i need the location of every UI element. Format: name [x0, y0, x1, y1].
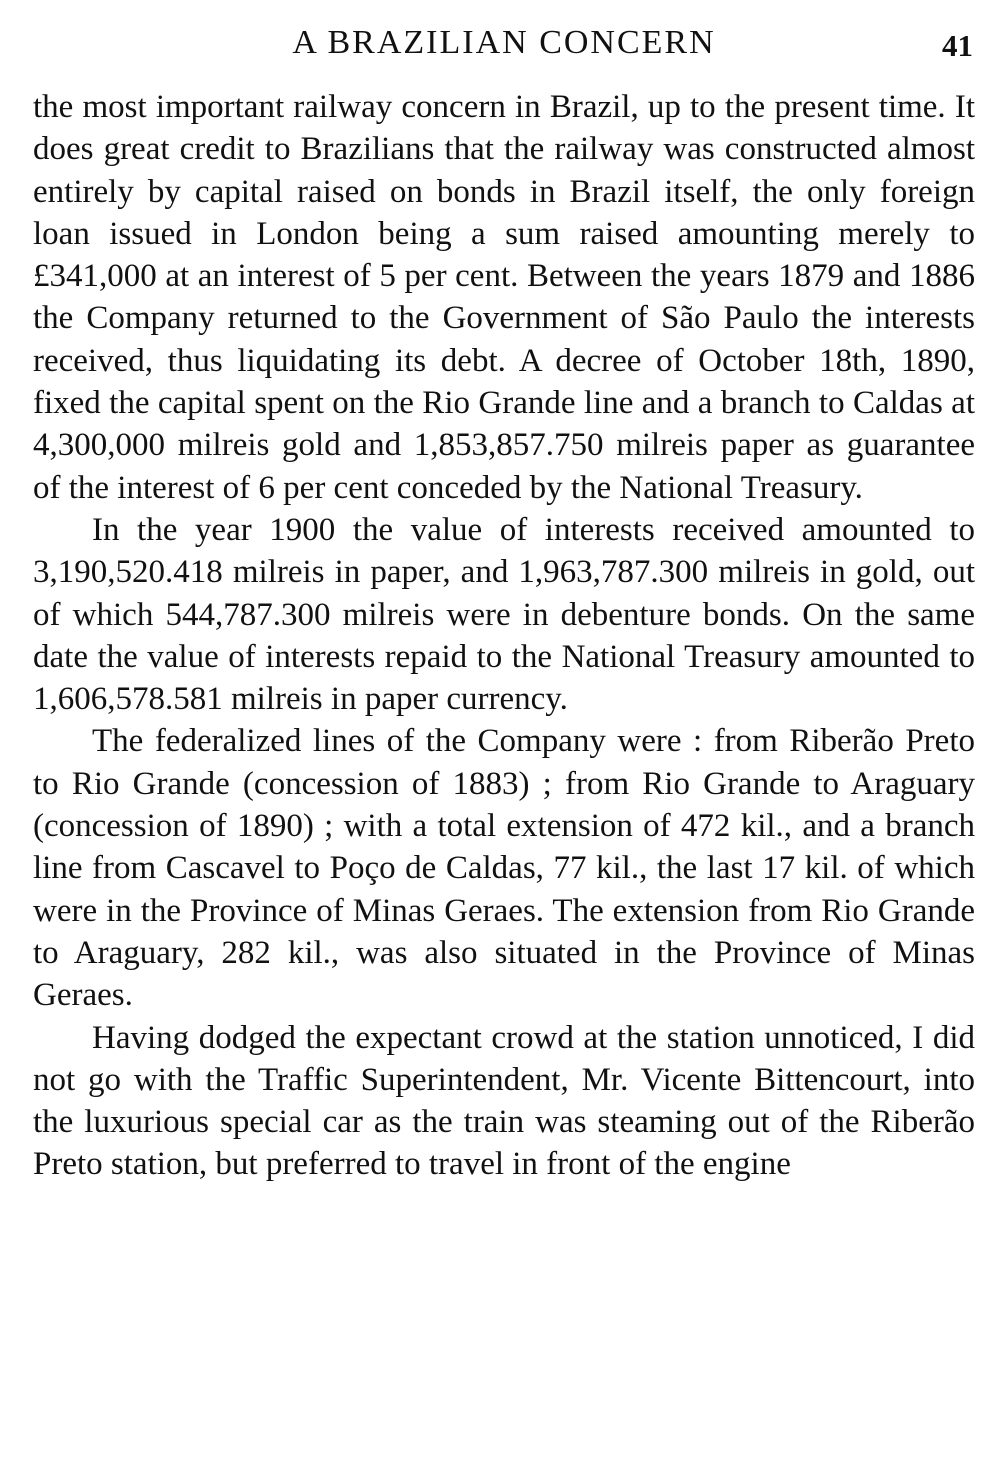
paragraph: Having dodged the expectant crowd at the station unnoticed, I did not go with the Traffic Superintendent, Mr. Vicente Bittencourt, into the luxurious special car as the train was steaming out of the Riberão Preto station, but preferred to travel in front of the engine: [33, 1019, 975, 1183]
paragraph: The federalized lines of the Company were : from Riberão Preto to Rio Grande (concession of 1883) ; from Rio Grande to Araguary (concession of 1890) ; with a total extension of 472 kil., and a branch line from Cascavel to Poço de Caldas, 77 kil., the last 17 kil. of which were in the Province of Minas Geraes. The extension from Rio Grande to Araguary, 282 kil., was also situated in the Province of Minas Geraes.: [33, 723, 975, 1014]
book-page: [33, 24, 975, 1186]
paragraph: In the year 1900 the value of interests received amounted to 3,190,520.418 milreis in paper, and 1,963,787.300 milreis in gold, out of which 544,787.300 milreis were in debenture bonds. On the same date the value of interests repaid to the National Treasury amounted to 1,606,578.581 milreis in paper currency.: [33, 511, 975, 718]
page-number: 41: [942, 28, 973, 63]
paragraph-continued: the most important railway concern in Brazil, up to the present time. It does great credit to Brazilians that the railway was constructed almost entirely by capital raised on bonds in Brazil itself, the only foreign loan issued in London being a sum raised amounting merely to £341,000 at an interest of 5 per cent. Between the years 1879 and 1886 the Company returned to the Government of São Paulo the interests received, thus liquidating its debt. A decree of October 18th, 1890, fixed the capital spent on the Rio Grande line and a branch to Caldas at 4,300,000 milreis gold and 1,853,857.750 milreis paper as guarantee of the interest of 6 per cent conceded by the National Treasury.: [33, 89, 975, 506]
running-title: A BRAZILIAN CONCERN: [292, 24, 716, 61]
body-text: [33, 86, 975, 1186]
running-header: [33, 24, 975, 68]
